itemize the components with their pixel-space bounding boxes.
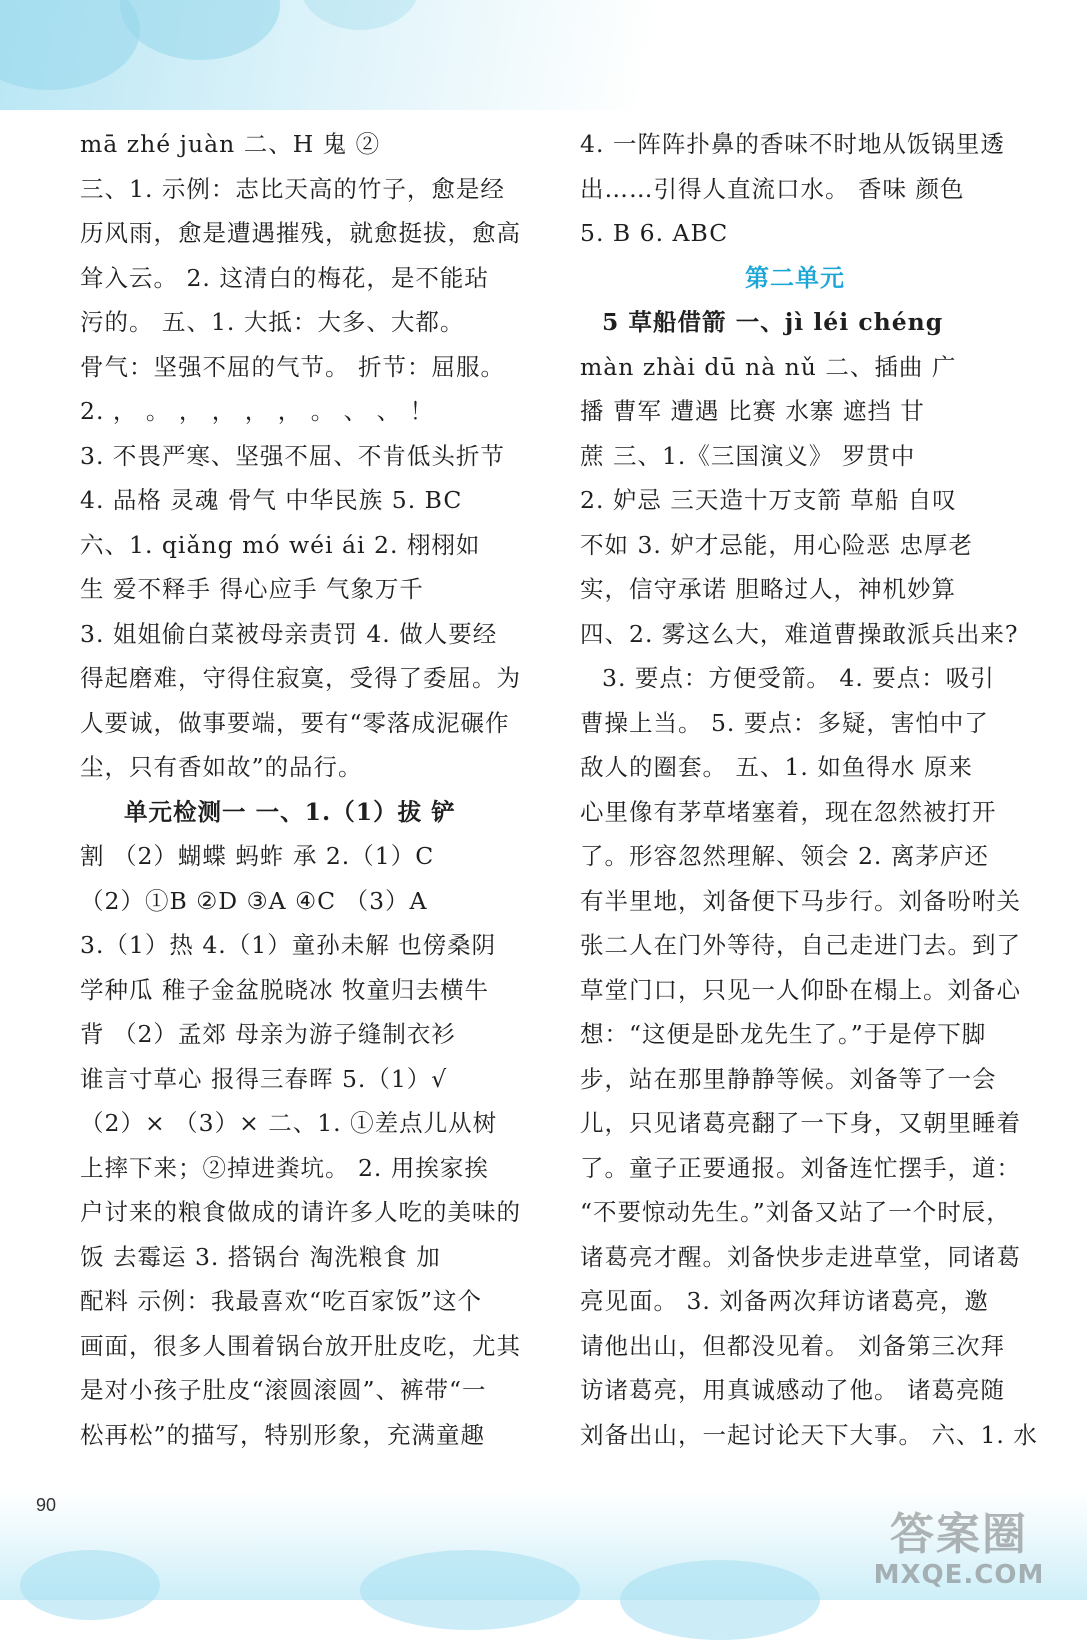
watermark-url: MXQE.COM	[873, 1560, 1045, 1590]
answer-line: 上摔下来；②掉进粪坑。 2. 用挨家挨	[80, 1153, 489, 1182]
answer-line: màn zhài dū nà nǔ 二、插曲 广	[580, 352, 957, 381]
watermark-logo-text: 答案圈	[890, 1509, 1028, 1560]
answer-line: 骨气：坚强不屈的气节。 折节：屈服。	[80, 352, 505, 381]
answer-line: 亮见面。 3. 刘备两次拜访诸葛亮，邀	[580, 1287, 989, 1315]
answer-line: 画面，很多人围着锅台放开肚皮吃，尤其	[80, 1331, 521, 1360]
answer-line: 4. 品格 灵魂 骨气 中华民族 5. BC	[80, 486, 463, 514]
answer-line: 3. 姐姐偷白菜被母亲责罚 4. 做人要经	[80, 619, 498, 648]
answer-line: 播 曹军 遭遇 比赛 水寨 遮挡 甘	[580, 397, 925, 425]
answer-line: 尘，只有香如故”的品行。	[80, 753, 363, 781]
answer-line: 人要诚，做事要端，要有“零落成泥碾作	[80, 708, 510, 737]
answer-line: 访诸葛亮，用真诚感动了他。 诸葛亮随	[580, 1376, 1005, 1404]
answer-line: 刘备出山，一起讨论天下大事。 六、1. 水	[580, 1420, 1038, 1449]
answer-line: 学种瓜 稚子金盆脱晓冰 牧童归去横牛	[80, 975, 489, 1004]
page-number: 90	[36, 1495, 57, 1515]
answer-line: 三、1. 示例：志比天高的竹子，愈是经	[80, 174, 505, 203]
answer-line: 实，信守承诺 胆略过人，神机妙算	[580, 575, 956, 603]
answer-line: 蔗 三、1.《三国演义》 罗贯中	[580, 441, 916, 470]
answer-line: “不要惊动先生。”刘备又站了一个时辰，	[580, 1198, 1011, 1226]
answer-line: 步，站在那里静静等候。刘备等了一会	[580, 1064, 997, 1093]
answer-line: 四、2. 雾这么大，难道曹操敢派兵出来?	[580, 619, 1019, 648]
answer-line: 是对小孩子肚皮“滚圆滚圆”、裤带“一	[80, 1376, 487, 1404]
answer-line: 污的。 五、1. 大抵：大多、大都。	[80, 308, 465, 336]
answer-line: 3. 要点：方便受箭。 4. 要点：吸引	[602, 664, 995, 692]
answer-line: 5. B 6. ABC	[580, 219, 729, 247]
answer-line: 诸葛亮才醒。刘备快步走进草堂，同诸葛	[580, 1242, 1021, 1271]
answer-line: 有半里地，刘备便下马步行。刘备吩咐关	[580, 886, 1021, 915]
answer-line: 了。童子正要通报。刘备连忙摆手，道：	[580, 1153, 1021, 1182]
answer-line: 生 爱不释手 得心应手 气象万千	[80, 575, 424, 603]
answer-line: 3. 不畏严寒、坚强不屈、不肯低头折节	[80, 441, 505, 470]
answer-line: 背 （2）孟郊 母亲为游子缝制衣衫	[80, 1020, 456, 1048]
answer-line: 得起磨难，守得住寂寞，受得了委屈。为	[80, 664, 521, 692]
answer-line: 松再松”的描写，特别形象，充满童趣	[80, 1420, 486, 1449]
answer-line: （2）× （3）× 二、1. ①差点儿从树	[80, 1109, 498, 1137]
answer-line: 配料 示例：我最喜欢“吃百家饭”这个	[80, 1287, 482, 1315]
answer-line: 了。形容忽然理解、领会 2. 离茅庐还	[580, 842, 989, 870]
answer-line: 2. ， 。 ， ， ， ， 。 、 、 ！	[80, 397, 435, 425]
answer-line: 饭 去霉运 3. 搭锅台 淘洗粮食 加	[80, 1242, 441, 1271]
answer-line: mā zhé juàn 二、H 鬼 ②	[80, 130, 381, 158]
answer-line: 出……引得人直流口水。 香味 颜色	[580, 174, 965, 203]
section-title: 第二单元	[745, 263, 845, 292]
right-answer-column	[580, 122, 1038, 1457]
answer-line: 草堂门口，只见一人仰卧在榻上。刘备心	[580, 975, 1021, 1004]
unit-test-heading-line: 单元检测一 一、1.（1）拔 铲	[124, 797, 456, 826]
answer-line: 曹操上当。 5. 要点：多疑，害怕中了	[580, 708, 989, 737]
answer-line: 六、1. qiǎng mó wéi ái 2. 栩栩如	[80, 530, 481, 559]
answer-line: 不如 3. 妒才忌能，用心险恶 忠厚老	[580, 530, 973, 559]
answer-line: 历风雨，愈是遭遇摧残，就愈挺拔，愈高	[80, 219, 521, 247]
answer-line: 想：“这便是卧龙先生了。”于是停下脚	[580, 1020, 987, 1048]
answer-line: 3.（1）热 4.（1）童孙未解 也傍桑阴	[80, 931, 497, 959]
answer-line: 割 （2）蝴蝶 蚂蚱 承 2.（1）C	[80, 842, 435, 870]
answer-line: 4. 一阵阵扑鼻的香味不时地从饭锅里透	[580, 130, 1005, 158]
watermark-logo	[859, 1510, 1059, 1590]
answer-line: 2. 妒忌 三天造十万支箭 草船 自叹	[580, 486, 957, 514]
header-decoration	[0, 0, 1087, 110]
answer-line: 请他出山，但都没见着。 刘备第三次拜	[580, 1331, 1005, 1360]
answer-line: （2）①B ②D ③A ④C （3）A	[80, 886, 428, 915]
answer-line: 张二人在门外等待，自己走进门去。到了	[580, 931, 1021, 959]
answer-line: 户讨来的粮食做成的请许多人吃的美味的	[80, 1198, 521, 1226]
answer-line: 谁言寸草心 报得三春晖 5.（1）√	[80, 1064, 448, 1093]
answer-line: 敌人的圈套。 五、1. 如鱼得水 原来	[580, 753, 973, 781]
answer-line: 心里像有茅草堵塞着，现在忽然被打开	[580, 797, 997, 826]
lesson-heading-line: 5 草船借箭 一、jì léi chéng	[602, 308, 944, 336]
answer-line: 耸入云。 2. 这清白的梅花，是不能玷	[80, 263, 489, 292]
answer-line: 儿，只见诸葛亮翻了一下身，又朝里睡着	[580, 1109, 1021, 1137]
left-answer-column	[80, 122, 521, 1457]
